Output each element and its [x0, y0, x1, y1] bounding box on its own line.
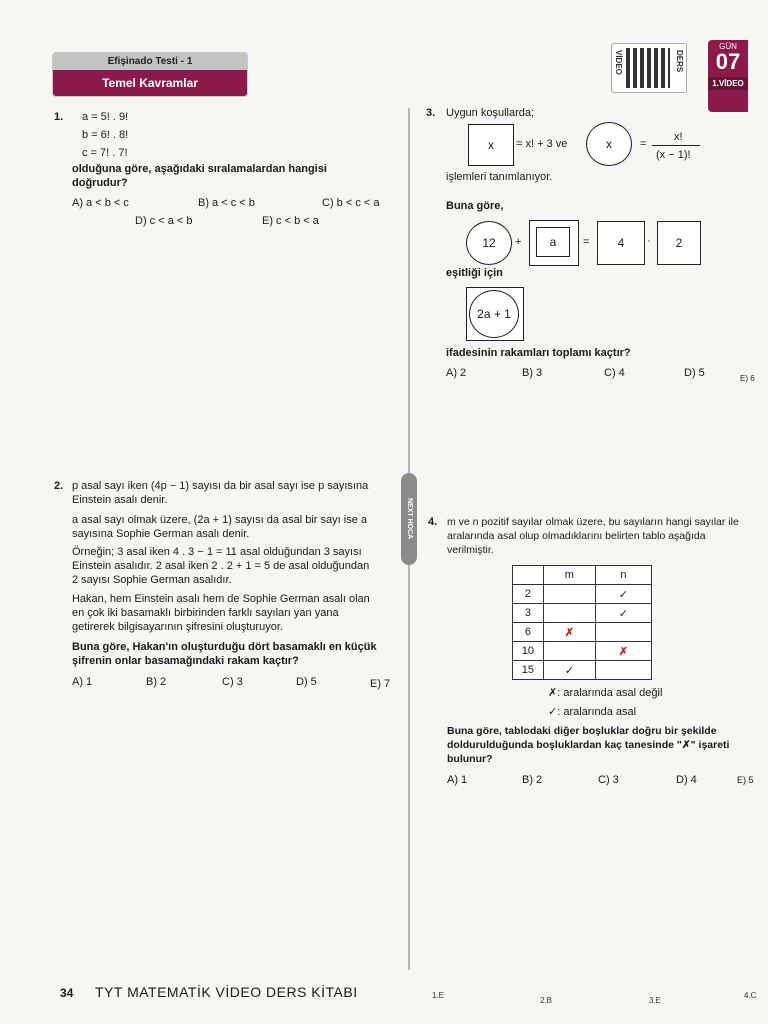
- table-cell: 6: [513, 623, 544, 642]
- q3-box-x: x: [468, 124, 514, 166]
- q3-box-4: 4: [597, 221, 645, 265]
- topic-label: Temel Kavramlar: [53, 70, 247, 96]
- q3-box-inner-a: a: [536, 227, 570, 257]
- q2-number: 2.: [54, 480, 64, 492]
- table-header-row: [513, 566, 652, 585]
- day-number: 07: [715, 49, 741, 74]
- q3-option-e[interactable]: E) 6: [740, 374, 755, 383]
- q3-question: ifadesinin rakamları toplamı kaçtır?: [446, 347, 631, 359]
- q4-option-a[interactable]: A) 1: [447, 774, 468, 786]
- day-label: GÜN: [719, 42, 737, 51]
- answer-key-3: 3.E: [649, 996, 662, 1005]
- q3-option-a[interactable]: A) 2: [446, 367, 467, 379]
- table-cell: 2: [513, 585, 544, 604]
- q3-plus: +: [515, 236, 522, 248]
- table-row: [513, 604, 652, 623]
- q2-para-3: Örneğin; 3 asal iken 4 . 3 − 1 = 11 asal olduğundan 3 sayısı Einstein asalıdır. 2 asal iken 2 . 2 + 1 = 5 de asal olduğundan 2 sayısı Sophie German asalıdır.: [72, 546, 370, 586]
- table-cell: 15: [513, 661, 544, 680]
- table-cell[interactable]: ✗: [543, 623, 595, 642]
- qr-icon: [626, 48, 670, 88]
- table-cell: 10: [513, 642, 544, 661]
- q2-option-b[interactable]: B) 2: [146, 676, 167, 688]
- qr-code[interactable]: [611, 43, 687, 93]
- q2-para-4: Hakan, hem Einstein asalı hem de Sophie German asalı olan en çok iki basamaklı birbirinden farklı sayıları yan yana getirerek bilgisayarının şifresini oluşturuyor.: [72, 593, 370, 633]
- answer-key-2: 2.B: [540, 996, 553, 1005]
- q3-frac-line: [652, 145, 700, 146]
- table-row: [513, 642, 652, 661]
- day-tab: [708, 40, 748, 112]
- test-header: [52, 52, 248, 97]
- table-cell: 3: [513, 604, 544, 623]
- page-number: 34: [60, 986, 74, 1000]
- q3-frac-den: (x − 1)!: [656, 149, 691, 161]
- q2-question: Buna göre, Hakan'ın oluşturduğu dört basamaklı en küçük şifrenin onlar basamağındaki rakam kaçtır?: [72, 641, 377, 667]
- q1-option-b[interactable]: B) a < c < b: [198, 197, 255, 209]
- q3-intro: Uygun koşullarda;: [446, 107, 535, 119]
- table-cell[interactable]: [543, 642, 595, 661]
- table-cell[interactable]: [595, 661, 651, 680]
- table-cell[interactable]: ✓: [543, 661, 595, 680]
- q3-eq2: =: [583, 236, 590, 248]
- q4-number: 4.: [428, 516, 438, 528]
- q2-option-c[interactable]: C) 3: [222, 676, 243, 688]
- q3-number: 3.: [426, 107, 436, 119]
- table-header-cell: n: [595, 566, 651, 585]
- test-label: Efişinado Testi - 1: [53, 53, 247, 70]
- q1-option-c[interactable]: C) b < c < a: [322, 197, 380, 209]
- q1-line-b: b = 6! . 8!: [82, 129, 129, 141]
- q4-stem: m ve n pozitif sayılar olmak üzere, bu sayıların hangi sayılar ile aralarında asal olup olmadıklarını belirten tablo aşağıda verilmiştir.: [447, 516, 739, 556]
- table-header-cell: m: [543, 566, 595, 585]
- q1-number: 1.: [54, 111, 64, 123]
- q1-line-c: c = 7! . 7!: [82, 147, 128, 159]
- q1-option-d[interactable]: D) c < a < b: [135, 215, 193, 227]
- q4-option-b[interactable]: B) 2: [522, 774, 543, 786]
- table-cell[interactable]: [543, 604, 595, 623]
- q1-option-a[interactable]: A) a < b < c: [72, 197, 129, 209]
- q4-legend-x: ✗: aralarında asal değil: [548, 687, 663, 699]
- q4-legend-ok: ✓: aralarında asal: [548, 706, 637, 718]
- q2-option-a[interactable]: A) 1: [72, 676, 93, 688]
- table-cell[interactable]: [595, 623, 651, 642]
- q4-option-e[interactable]: E) 5: [737, 775, 754, 785]
- q3-circle-expr: 2a + 1: [469, 290, 519, 338]
- q3-option-c[interactable]: C) 4: [604, 367, 625, 379]
- q3-box-2: 2: [657, 221, 701, 265]
- table-cell[interactable]: [543, 585, 595, 604]
- q3-option-d[interactable]: D) 5: [684, 367, 705, 379]
- q2-option-e[interactable]: E) 7: [370, 678, 391, 690]
- q3-box-expr: [466, 287, 524, 341]
- q2-para-1: p asal sayı iken (4p − 1) sayısı da bir asal sayı ise p sayısına Einstein asalı denir.: [72, 480, 369, 506]
- table-row: [513, 661, 652, 680]
- q3-box-outer-a: [529, 220, 579, 266]
- q3-frac-num: x!: [674, 131, 683, 143]
- q3-equality: eşitliği için: [446, 267, 503, 279]
- q3-option-b[interactable]: B) 3: [522, 367, 543, 379]
- qr-left-label: VİDEO: [614, 50, 623, 75]
- q1-option-e[interactable]: E) c < b < a: [262, 215, 319, 227]
- qr-right-label: DERS: [675, 50, 684, 73]
- table-cell[interactable]: ✓: [595, 604, 651, 623]
- q3-buna: Buna göre,: [446, 200, 504, 212]
- q3-dot: ·: [647, 235, 651, 247]
- q4-option-d[interactable]: D) 4: [676, 774, 697, 786]
- q3-def1: = x! + 3 ve: [516, 138, 568, 150]
- video-label: 1.VİDEO: [708, 77, 748, 90]
- q3-eq: =: [640, 138, 647, 150]
- q3-circle-x: x: [586, 122, 632, 166]
- table-cell[interactable]: ✓: [595, 585, 651, 604]
- answer-key-1: 1.E: [432, 991, 445, 1000]
- divider-tag: NEXT HOCA: [401, 473, 417, 565]
- q2-para-2: a asal sayı olmak üzere, (2a + 1) sayısı da asal bir sayı ise a sayısına Sophie German asalı denir.: [72, 514, 367, 540]
- answer-key-4: 4.C: [744, 991, 757, 1000]
- q4-option-c[interactable]: C) 3: [598, 774, 619, 786]
- table-row: [513, 585, 652, 604]
- q1-stem: olduğuna göre, aşağıdaki sıralamalardan hangisi doğrudur?: [72, 163, 327, 189]
- q2-option-d[interactable]: D) 5: [296, 676, 317, 688]
- book-title: TYT MATEMATİK VİDEO DERS KİTABI: [95, 984, 358, 1000]
- q4-question: Buna göre, tablodaki diğer boşluklar doğru bir şekilde doldurulduğunda boşluklardan kaç tanesinde "✗" işareti bulunur?: [447, 725, 730, 765]
- q4-table: [512, 565, 652, 680]
- q3-circle-12: 12: [466, 221, 512, 265]
- table-row: [513, 623, 652, 642]
- q1-line-a: a = 5! . 9!: [82, 111, 129, 123]
- table-cell[interactable]: ✗: [595, 642, 651, 661]
- q3-defined: işlemleri tanımlanıyor.: [446, 171, 553, 183]
- table-header-cell: [513, 566, 544, 585]
